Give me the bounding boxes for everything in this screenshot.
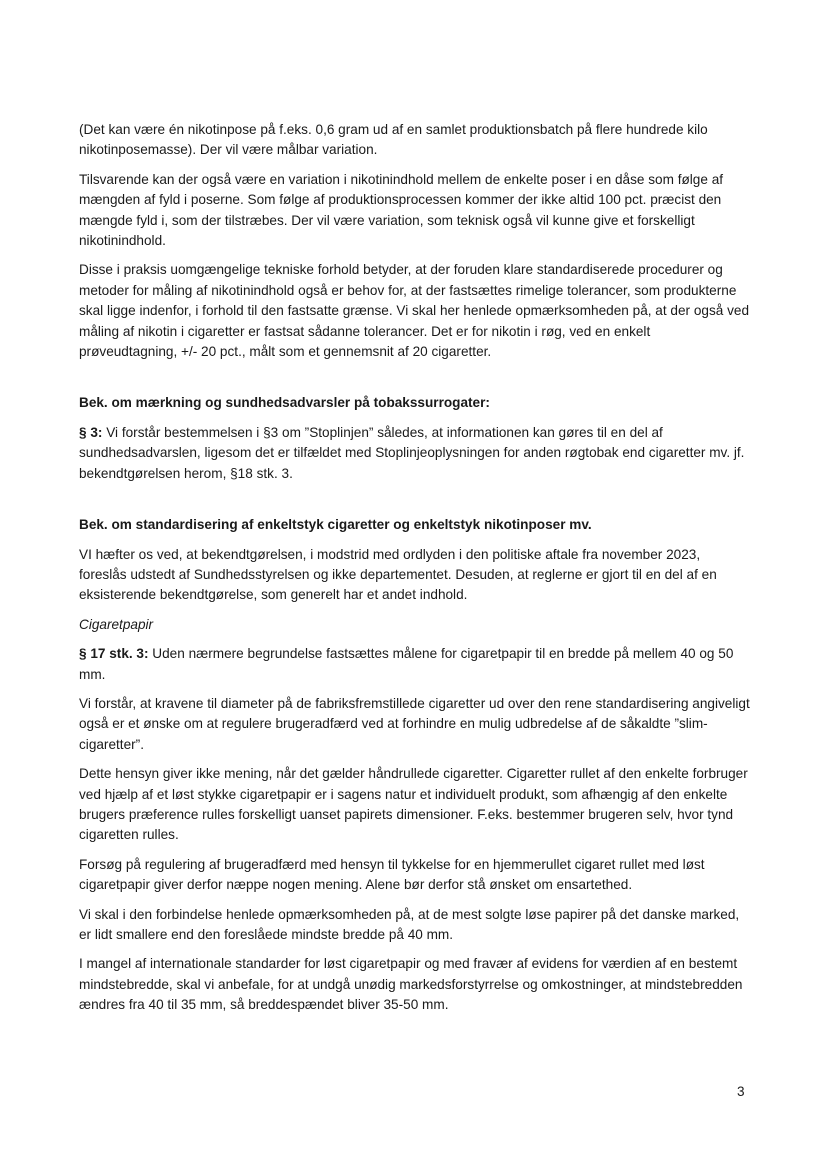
paragraph-label: § 3: — [79, 424, 103, 440]
section-heading-marking: Bek. om mærkning og sundhedsadvarsler på tobakssurrogater: — [79, 395, 490, 411]
page-content — [79, 120, 751, 1016]
body-paragraph: Forsøg på regulering af brugeradfærd med hensyn til tykkelse for en hjemmerullet cigaret rullet med løst cigaretpapir giver derfor næppe nogen mening. Alene bør derfor stå ønsket om ensartethed. — [79, 856, 705, 893]
body-paragraph: VI hæfter os ved, at bekendtgørelsen, i modstrid med ordlyden i den politiske aftale fra november 2023, foreslås udstedt af Sundhedsstyrelsen og ikke departementet. Desuden, at reglerne er gjort til en del af en eksisterende bekendtgørelse, som generelt har et andet indhold. — [79, 546, 717, 603]
body-paragraph: Disse i praksis uomgængelige tekniske forhold betyder, at der foruden klare standardiserede procedurer og metoder for måling af nikotinindhold også er behov for, at der fastsættes rimelige tolerancer, som produkterne skal ligge indenfor, i forhold til den fastsatte grænse. Vi skal her henlede opmærksomheden på, at der også ved måling af nikotin i cigaretter er fastsat sådanne tolerancer. Det er for nikotin i røg, ved en enkelt prøveudtagning, +/- 20 pct., målt som et gennemsnit af 20 cigaretter. — [79, 262, 750, 360]
body-paragraph: I mangel af internationale standarder for løst cigaretpapir og med fravær af evidens for værdien af en bestemt mindstebredde, skal vi anbefale, for at undgå unødig markedsforstyrrelse og omkostninger, at mindstebredden ændres fra 40 til 35 mm, så breddespændet bliver 35-50 mm. — [79, 956, 743, 1013]
body-paragraph: (Det kan være én nikotinpose på f.eks. 0,6 gram ud af en samlet produktionsbatch på flere hundrede kilo nikotinposemasse). Der vil være målbar variation. — [79, 122, 708, 158]
body-paragraph: Vi skal i den forbindelse henlede opmærksomheden på, at de mest solgte løse papirer på det danske marked, er lidt smallere end den foreslåede mindste bredde på 40 mm. — [79, 906, 740, 942]
body-paragraph: Vi forstår, at kravene til diameter på de fabriksfremstillede cigaretter ud over den rene standardisering angiveligt også er et ønske om at regulere brugeradfærd ved at forhindre en mulig udbredelse af de såkaldte ”slim-cigaretter”. — [79, 695, 750, 752]
subheading: Cigaretpapir — [79, 616, 154, 632]
page-number: 3 — [737, 1084, 745, 1099]
paragraph-text: Uden nærmere begrundelse fastsættes målene for cigaretpapir til en bredde på mellem 40 og 50 mm. — [79, 646, 734, 682]
section-paragraph — [79, 644, 751, 685]
paragraph-label: § 17 stk. 3: — [79, 646, 149, 662]
section-paragraph — [79, 423, 751, 484]
body-paragraph: Tilsvarende kan der også være en variation i nikotinindhold mellem de enkelte poser i en dåse som følge af mængden af fyld i poserne. Som følge af produktionsprocessen kommer der ikke altid 100 pct. præcist den mængde fyld i, som der tilstræbes. Der vil være variation, som teknisk også vil kunne give et forskelligt nikotinindhold. — [79, 171, 724, 249]
paragraph-text: Vi forstår bestemmelsen i §3 om ”Stoplinjen” således, at informationen kan gøres til en del af sundhedsadvarslen, ligesom det er tilfældet med Stoplinjeoplysningen for anden røgtobak end cigaretter mv. jf. bekendtgørelsen herom, §18 stk. 3. — [79, 424, 745, 481]
body-paragraph: Dette hensyn giver ikke mening, når det gælder håndrullede cigaretter. Cigaretter rullet af den enkelte forbruger ved hjælp af et løst stykke cigaretpapir er i sagens natur et individuelt produkt, som afhængig af den enkelte brugers præference rulles forskelligt uanset papirets dimensioner. F.eks. bestemmer brugeren selv, hvor tynd cigaretten rulles. — [79, 766, 748, 843]
section-heading-standard: Bek. om standardisering af enkeltstyk cigaretter og enkeltstyk nikotinposer mv. — [79, 517, 592, 533]
